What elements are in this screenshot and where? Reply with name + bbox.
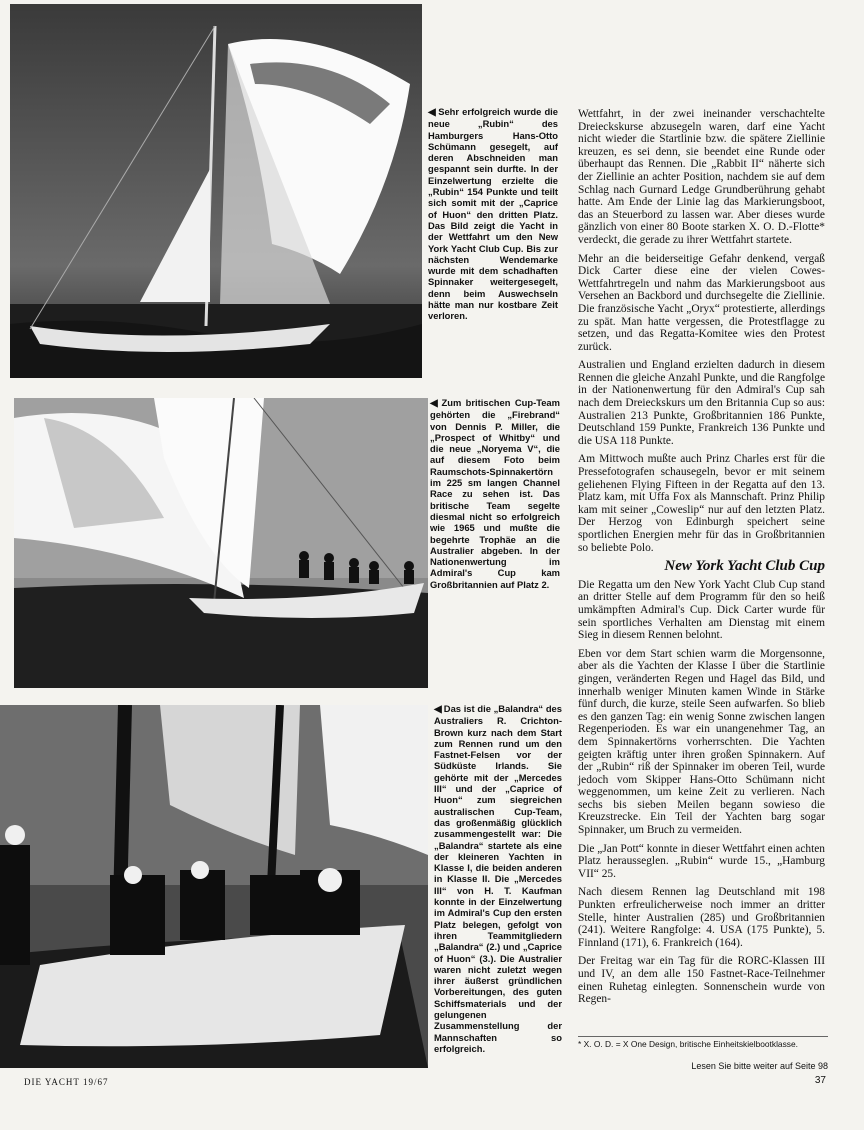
arrow-left-icon: ◀ <box>428 107 437 118</box>
caption-rubin-text: Sehr erfolgreich wurde die neue „Rubin“ des Hamburgers Hans-Otto Schümann gesegelt, auf deren Abschneiden man gespannt sein durfte. In der Einzelwertung erzielte die „Rubin“ 154 Punkte und teilt sich somit mit der „Caprice of Huon“ den dritten Platz. Das Bild zeigt die Yacht in der Wettfahrt um den New York Yacht Club Cup. Bis zur nächsten Wendemarke wurde mit dem schadhaften Spinnaker weitergesegelt, denn beim Auswechseln hätte man nur kostbare Zeit verloren. <box>428 106 558 322</box>
caption-noryema-text: Zum britischen Cup-Team gehörten die „Firebrand“ von Dennis P. Miller, die „Prospect of Whitby“ und die neue „Noryema V“, die auf diesem Foto beim Raumschots-Spinnakertörn im 225 sm langen Channel Race zu sehen ist. Das britische Team segelte diesmal nicht so erfolgreich wie 1965 und mußte die begehrte Trophäe an die Australier abgeben. In der Nationenwertung im Admiral's Cup kam Großbritannien auf Platz 2. <box>430 397 560 590</box>
article-paragraph: Wettfahrt, in der zwei ineinander verschachtelte Dreieckskurse abzusegeln waren, darf eine Yacht nicht wieder die Startlinie bzw. die spätere Ziellinie kreuzen, es sei denn, sie beendet eine Runde oder überhaupt das Rennen. Die „Rabbit II“ näherte sich der Ziellinie an achter Position, nachdem sie auf dem Schlag nach Gurnard Ledge Grundberührung gehabt hatte. Am Ende der Linie lag das Markierungsboot, das an Steuerbord zu lassen war. Aber dieses wurde gänzlich von einer 80 Boote starken X. O. D.-Flotte* verdeckt, die gerade zu ihrer Wettfahrt startete. <box>578 108 825 246</box>
photo-balandra <box>0 705 428 1068</box>
article-paragraph: Die „Jan Pott“ konnte in dieser Wettfahrt einen achten Platz herausseglen. „Rubin“ wurde 15., „Hamburg VII“ 25. <box>578 842 825 880</box>
arrow-left-icon: ◀ <box>430 398 440 409</box>
section-heading: New York Yacht Club Cup <box>664 558 825 575</box>
article-paragraph: Mehr an die beiderseitige Gefahr denkend, vergaß Dick Carter diese eine der vielen Cowes-Wettfahrtregeln und nahm das Markierungsboot aus Versehen an Backbord und durchsegelte die Ziellinie. Die französische Yacht „Oryx“ protestierte, allerdings zu spät. Man hatte vergessen, die Protestflagge zu setzen, und das Regatta-Komitee wies den Protest zurück. <box>578 252 825 353</box>
article-paragraph: Am Mittwoch mußte auch Prinz Charles erst für die Pressefotografen schausegeln, bevor er mit seinem geliehenen Flying Fifteen in der Regatta auf den 13. Platz kam, mit Uffa Fox als Mannschaft. Prinz Philip kam mit seiner „Coweslip“ nur auf den letzten Platz. Der Herzog von Edinburgh speichert seine sportlichen Energien mehr für das in Großbritannien so beliebte Polo. <box>578 453 825 554</box>
footnote: * X. O. D. = X One Design, britische Einheitskielbootklasse. <box>578 1036 828 1049</box>
caption-balandra-text: Das ist die „Balandra“ des Australiers R. Crichton-Brown kurz nach dem Start zum Rennen rund um den Fastnet-Felsen vor der Südküste Irlands. Sie gehörte mit der „Mercedes III“ und der „Caprice of Huon“ zum siegreichen australischen Cup-Team, das großenmäßig glücklich zusammengestellt war: Die „Balandra“ startete als eine der kleineren Yachten in Klasse I, die beiden anderen in Klasse II. Die „Mercedes III“ von H. T. Kaufman konnte in der Einzelwertung im Admiral's Cup den ersten Platz belegen, gefolgt von ihren Teammitgliedern „Balandra“ (2.) und „Caprice of Huon“ (3.). Die Australier waren nicht zuletzt wegen ihrer äußerst gründlichen Vorbereitungen, des guten Schiffsmaterials und der gelungenen Zusammenstellung der Mannschaften so erfolgreich. <box>434 703 562 1054</box>
photo-rubin <box>10 4 422 378</box>
article-paragraph: Eben vor dem Start schien warm die Morgensonne, aber als die Yachten der Klasse I über die Startlinie gingen, veränderten Regen und Hagel das Bild, und innerhalb weniger Minuten kamen Winde in Stärke fünf durch, die kurze, steile Seen aufwarfen. So blieb es den ganzen Tag: ein wenig Sonne zwischen langen Regenperioden. Es war ein unangenehmer Tag, an dem Spinnakertörns vorherrschten. Die Yachten geigten kräftig unter ihren großen Spinnakern. Auf der „Rubin“ riß der Spinnaker im oberen Teil, wurde jedoch vom Skipper Hans-Otto Schümann nicht weggenommen, um keine Zeit zu verlieren. Nach sechs bis sieben Meilen begann sowieso die Kreuzstrecke. Ein Teil der Yachten barg sogar Spinnaker, um Bruch zu vermeiden. <box>578 647 825 837</box>
page-number: 37 <box>814 1075 826 1086</box>
article-column <box>578 108 825 1012</box>
article-paragraph: Nach diesem Rennen lag Deutschland mit 198 Punkten erfreulicherweise noch immer an dritter Stelle, hinter Australien (285) und Großbritannien (241). Weitere Rangfolge: 4. USA (175 Punkte), 5. Finnland (171), 6. Frankreich (164). <box>578 886 825 949</box>
photo-noryema <box>14 398 428 688</box>
article-paragraph: Der Freitag war ein Tag für die RORC-Klassen III und IV, an dem alle 150 Fastnet-Race-Teilnehmer einen Ruhetag einlegten. Sonnenschein wurde von Regen- <box>578 955 825 1006</box>
arrow-left-icon: ◀ <box>434 704 442 715</box>
continued-note: Lesen Sie bitte weiter auf Seite 98 <box>691 1061 828 1071</box>
magazine-issue: DIE YACHT 19/67 <box>24 1077 109 1087</box>
article-paragraph: Australien und England erzielten dadurch in diesem Rennen die gleiche Anzahl Punkte, und die Rangfolge in der Nationenwertung für den Admiral's Cup sah nach dem Dreieckskurs um den Britannia Cup so aus: Australien 213 Punkte, Großbritannien 186 Punkte, Deutschland 159 Punkte, Frankreich 136 Punkte und die USA 118 Punkte. <box>578 359 825 447</box>
article-paragraph: Die Regatta um den New York Yacht Club Cup stand an dritter Stelle auf dem Programm für den so heiß umkämpften Admiral's Cup. Dick Carter wurde für sein sportliches Verhalten am Dienstag mit einem Sieg in diesem Rennen belohnt. <box>578 578 825 642</box>
caption-balandra <box>434 703 562 1054</box>
caption-noryema <box>430 397 560 590</box>
caption-rubin <box>428 106 558 322</box>
